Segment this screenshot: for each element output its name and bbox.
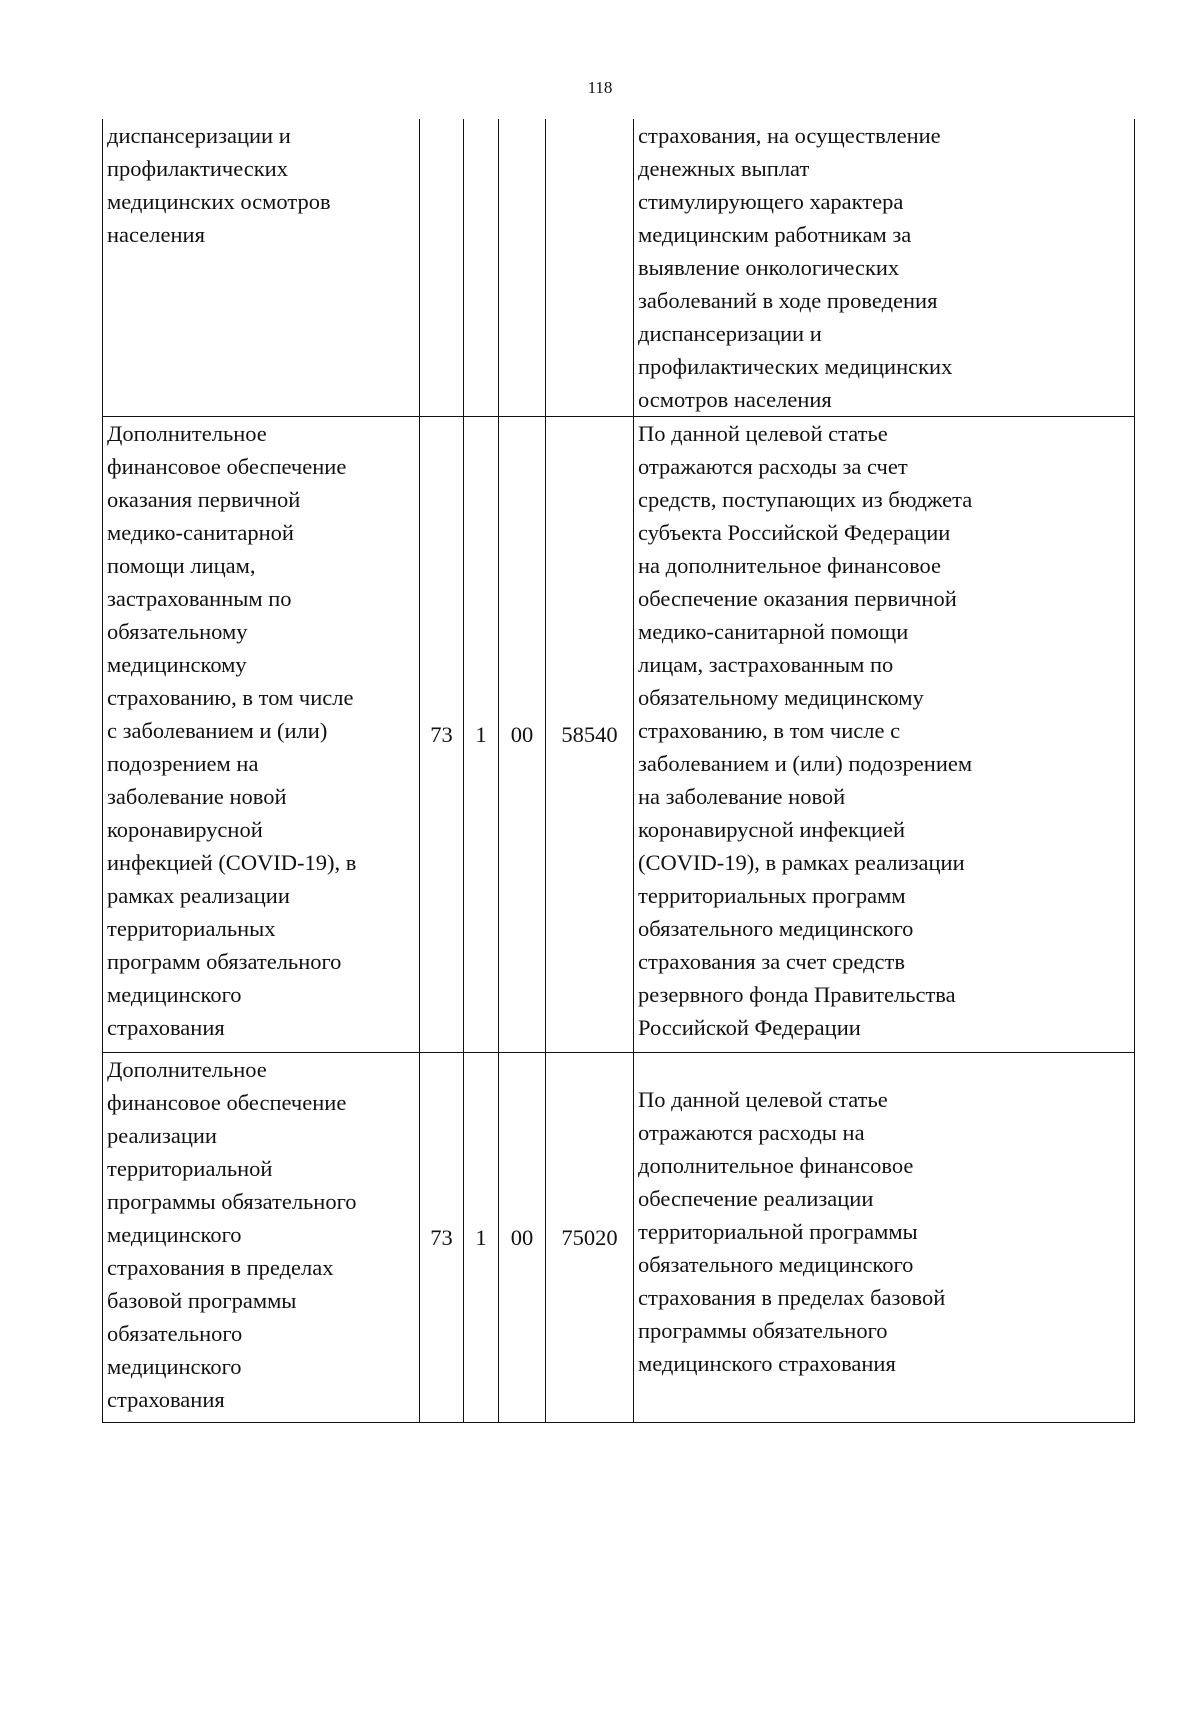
table-row xyxy=(103,417,1135,1053)
text-line: медицинскому xyxy=(107,652,247,677)
code-cell-subprogram xyxy=(464,119,499,417)
text-line: на заболевание новой xyxy=(638,784,846,809)
text-line: лицам, застрахованным по xyxy=(638,652,894,677)
page-number: 118 xyxy=(587,78,613,97)
text-line: обеспечение оказания первичной xyxy=(638,586,957,611)
text-line: профилактических xyxy=(107,156,288,181)
text-line: медицинским работникам за xyxy=(638,222,912,247)
text-line: страхованию, в том числе xyxy=(107,685,354,710)
text-line: Дополнительное xyxy=(107,1057,267,1082)
row-name-cell xyxy=(103,417,420,1053)
code-cell-direction: 58540 xyxy=(546,417,634,1053)
text-line: медико-санитарной помощи xyxy=(638,619,909,644)
text-line: По данной целевой статье xyxy=(638,421,888,446)
text-line: программы обязательного xyxy=(638,1318,888,1343)
text-line: отражаются расходы за счет xyxy=(638,454,908,479)
text-line: на дополнительное финансовое xyxy=(638,553,942,578)
text-line: инфекцией (COVID-19), в xyxy=(107,850,357,875)
code-cell-program: 73 xyxy=(420,1053,464,1423)
text-line: базовой программы xyxy=(107,1288,297,1313)
code-cell-program: 73 xyxy=(420,417,464,1053)
text-line: рамках реализации xyxy=(107,883,290,908)
text-line: страхования в пределах базовой xyxy=(638,1285,946,1310)
text-line: денежных выплат xyxy=(638,156,810,181)
text-line: обязательного медицинского xyxy=(638,916,914,941)
text-line: финансовое обеспечение xyxy=(107,454,347,479)
text-line: программ обязательного xyxy=(107,949,342,974)
code-cell-subprogram: 1 xyxy=(464,1053,499,1423)
text-line: заболевание новой xyxy=(107,784,287,809)
code-cell-subprogram: 1 xyxy=(464,417,499,1053)
row-name-cell xyxy=(103,119,420,417)
text-line: профилактических медицинских xyxy=(638,354,953,379)
text-line: медико-санитарной xyxy=(107,520,294,545)
text-line: страхования xyxy=(107,1387,225,1412)
text-line: территориальных программ xyxy=(638,883,906,908)
text-line: выявление онкологических xyxy=(638,255,900,280)
text-line: субъекта Российской Федерации xyxy=(638,520,951,545)
text-line: диспансеризации и xyxy=(638,321,822,346)
text-line: страхования, на осуществление xyxy=(638,123,941,148)
text-line: населения xyxy=(107,222,205,247)
text-line: дополнительное финансовое xyxy=(638,1153,914,1178)
text-line: (COVID-19), в рамках реализации xyxy=(638,850,965,875)
text-line: осмотров населения xyxy=(638,387,832,412)
text-line: заболеванием и (или) подозрением xyxy=(638,751,973,776)
text-line: заболеваний в ходе проведения xyxy=(638,288,938,313)
row-description-cell xyxy=(634,119,1135,417)
text-line: медицинского xyxy=(107,1222,242,1247)
text-line: отражаются расходы на xyxy=(638,1120,865,1145)
code-cell-direction: 75020 xyxy=(546,1053,634,1423)
text-line: медицинского страхования xyxy=(638,1351,896,1376)
code-cell-direction xyxy=(546,119,634,417)
text-line: стимулирующего характера xyxy=(638,189,904,214)
code-cell-program xyxy=(420,119,464,417)
text-line: резервного фонда Правительства xyxy=(638,982,956,1007)
text-line: обязательному xyxy=(107,619,248,644)
text-line: территориальной xyxy=(107,1156,273,1181)
text-line: страхования xyxy=(107,1015,225,1040)
row-description-cell xyxy=(634,1053,1135,1423)
row-description-cell xyxy=(634,417,1135,1053)
text-line: средств, поступающих из бюджета xyxy=(638,487,973,512)
text-line: реализации xyxy=(107,1123,217,1148)
text-line: обязательному медицинскому xyxy=(638,685,924,710)
text-line: обеспечение реализации xyxy=(638,1186,874,1211)
text-line: финансовое обеспечение xyxy=(107,1090,347,1115)
table-row xyxy=(103,119,1135,417)
text-line: коронавирусной xyxy=(107,817,263,842)
budget-classification-table xyxy=(102,119,1135,1423)
text-line: диспансеризации и xyxy=(107,123,291,148)
code-cell-event: 00 xyxy=(499,417,546,1053)
text-line: медицинских осмотров xyxy=(107,189,331,214)
text-line: обязательного xyxy=(107,1321,243,1346)
text-line: оказания первичной xyxy=(107,487,301,512)
text-line: подозрением на xyxy=(107,751,259,776)
text-line: медицинского xyxy=(107,982,242,1007)
text-line: страхования в пределах xyxy=(107,1255,334,1280)
text-line: медицинского xyxy=(107,1354,242,1379)
text-line: с заболеванием и (или) xyxy=(107,718,328,743)
text-line: Российской Федерации xyxy=(638,1015,861,1040)
text-line: Дополнительное xyxy=(107,421,267,446)
text-line: обязательного медицинского xyxy=(638,1252,914,1277)
text-line: помощи лицам, xyxy=(107,553,256,578)
text-line: территориальной программы xyxy=(638,1219,918,1244)
row-name-cell xyxy=(103,1053,420,1423)
text-line: страхования за счет средств xyxy=(638,949,905,974)
text-line: программы обязательного xyxy=(107,1189,357,1214)
table-row xyxy=(103,1053,1135,1423)
code-cell-event xyxy=(499,119,546,417)
text-line: территориальных xyxy=(107,916,276,941)
text-line: коронавирусной инфекцией xyxy=(638,817,906,842)
code-cell-event: 00 xyxy=(499,1053,546,1423)
text-line: страхованию, в том числе с xyxy=(638,718,901,743)
text-line: застрахованным по xyxy=(107,586,292,611)
text-line: По данной целевой статье xyxy=(638,1087,888,1112)
